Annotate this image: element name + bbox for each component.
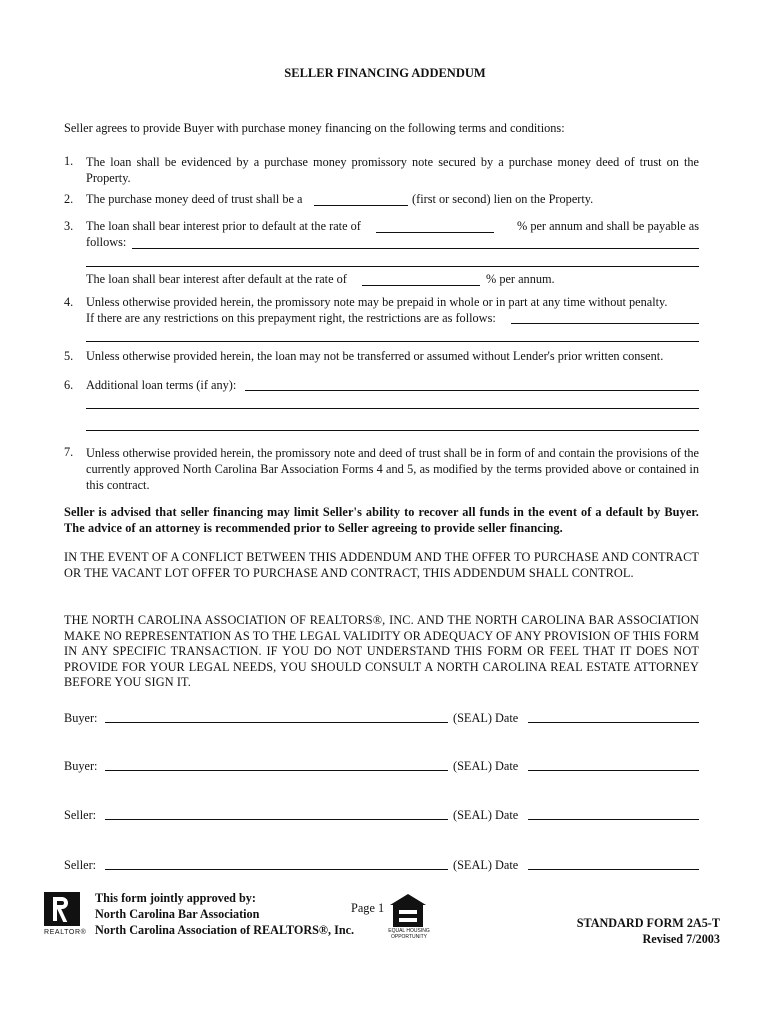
additional-terms-field-1[interactable] — [245, 390, 699, 391]
prepayment-restrictions-field-2[interactable] — [86, 341, 699, 342]
default-rate-field[interactable] — [362, 285, 480, 286]
payment-terms-field-2[interactable] — [86, 266, 699, 267]
buyer-2-date-field[interactable] — [528, 770, 699, 771]
buyer-2-seal-date: (SEAL) Date — [453, 759, 519, 773]
item-3-follows: follows: — [86, 235, 127, 249]
item-3-post: % per annum and shall be payable as — [517, 219, 699, 233]
item-3-after-post: % per annum. — [486, 272, 555, 286]
item-4-number: 4. — [64, 295, 74, 309]
buyer-2-label: Buyer: — [64, 759, 98, 773]
item-1-text: The loan shall be evidenced by a purchase money promissory note secured by a purchase money deed of trust on the Property. — [86, 155, 699, 185]
buyer-1-label: Buyer: — [64, 711, 98, 725]
seller-1-label: Seller: — [64, 808, 97, 822]
buyer-1-seal-date: (SEAL) Date — [453, 711, 519, 725]
item-3-number: 3. — [64, 219, 74, 233]
item-2-pre: The purchase money deed of trust shall be a — [86, 192, 303, 206]
form-revised: Revised 7/2003 — [642, 932, 720, 946]
item-4-text-2: If there are any restrictions on this prepayment right, the restrictions are as follows: — [86, 311, 496, 325]
item-5-number: 5. — [64, 349, 74, 363]
realtor-logo-text: REALTOR® — [44, 929, 87, 936]
realtor-logo-icon — [44, 892, 80, 926]
seller-2-date-field[interactable] — [528, 869, 699, 870]
interest-rate-field[interactable] — [376, 232, 494, 233]
seller-1-seal-date: (SEAL) Date — [453, 808, 519, 822]
approval-line-1: This form jointly approved by: — [95, 891, 256, 905]
item-2-post: (first or second) lien on the Property. — [412, 192, 594, 206]
conflict-clause: IN THE EVENT OF A CONFLICT BETWEEN THIS ADDENDUM AND THE OFFER TO PURCHASE AND CONTRACT OR THE VACANT LOT OFFER TO PURCHASE AND CONTRACT, THIS ADDENDUM SHALL CONTROL. — [64, 550, 699, 580]
prepayment-restrictions-field-1[interactable] — [511, 323, 699, 324]
item-1-number: 1. — [64, 154, 74, 168]
approval-line-3: North Carolina Association of REALTORS®, Inc. — [95, 923, 355, 937]
payment-terms-field-1[interactable] — [132, 248, 699, 249]
item-7-text: Unless otherwise provided herein, the promissory note and deed of trust shall be in form of and contain the provisions of the currently approved North Carolina Bar Association Forms 4 and 5, as modified by the terms provided above or contained in this contract. — [86, 446, 699, 492]
additional-terms-field-3[interactable] — [86, 430, 699, 431]
item-6-text: Additional loan terms (if any): — [86, 378, 237, 392]
item-2-number: 2. — [64, 192, 74, 206]
item-5-text: Unless otherwise provided herein, the loan may not be transferred or assumed without Lender's prior written consent. — [86, 349, 664, 363]
form-name: STANDARD FORM 2A5-T — [576, 916, 720, 930]
item-3-pre: The loan shall bear interest prior to default at the rate of — [86, 219, 361, 233]
seller-1-date-field[interactable] — [528, 819, 699, 820]
equal-housing-icon — [388, 893, 428, 929]
seller-1-signature-field[interactable] — [105, 819, 448, 820]
buyer-1-signature-field[interactable] — [105, 722, 448, 723]
item-4-text-1: Unless otherwise provided herein, the promissory note may be prepaid in whole or in part at any time without penalty. — [86, 295, 668, 309]
seller-2-signature-field[interactable] — [105, 869, 448, 870]
document-title: SELLER FINANCING ADDENDUM — [284, 66, 486, 80]
item-3-after-pre: The loan shall bear interest after default at the rate of — [86, 272, 347, 286]
additional-terms-field-2[interactable] — [86, 408, 699, 409]
item-6-number: 6. — [64, 378, 74, 392]
attorney-advice: Seller is advised that seller financing may limit Seller's ability to recover all funds in the event of a default by Buyer. The advice of an attorney is recommended prior to Seller agreeing to provide seller financing. — [64, 505, 699, 535]
seller-2-seal-date: (SEAL) Date — [453, 858, 519, 872]
buyer-1-date-field[interactable] — [528, 722, 699, 723]
approval-line-2: North Carolina Bar Association — [95, 907, 260, 921]
page-number: Page 1 — [351, 901, 385, 915]
disclaimer: THE NORTH CAROLINA ASSOCIATION OF REALTORS®, INC. AND THE NORTH CAROLINA BAR ASSOCIATION MAKE NO REPRESENTATION AS TO THE LEGAL VALIDITY OR ADEQUACY OF ANY PROVISION OF THIS FORM IN ANY SPECIFIC TRANSACTION. IF YOU DO NOT UNDERSTAND THIS FORM OR FEEL THAT IT DOES NOT PROVIDE FOR YOUR LEGAL NEEDS, YOU SHOULD CONSULT A NORTH CAROLINA REAL ESTATE ATTORNEY BEFORE YOU SIGN IT. — [64, 613, 699, 689]
seller-2-label: Seller: — [64, 858, 97, 872]
lien-position-field[interactable] — [314, 205, 408, 206]
intro-text: Seller agrees to provide Buyer with purchase money financing on the following terms and conditions: — [64, 121, 565, 135]
equal-housing-text: EQUAL HOUSING OPPORTUNITY — [388, 928, 430, 940]
item-7-number: 7. — [64, 445, 74, 459]
buyer-2-signature-field[interactable] — [105, 770, 448, 771]
